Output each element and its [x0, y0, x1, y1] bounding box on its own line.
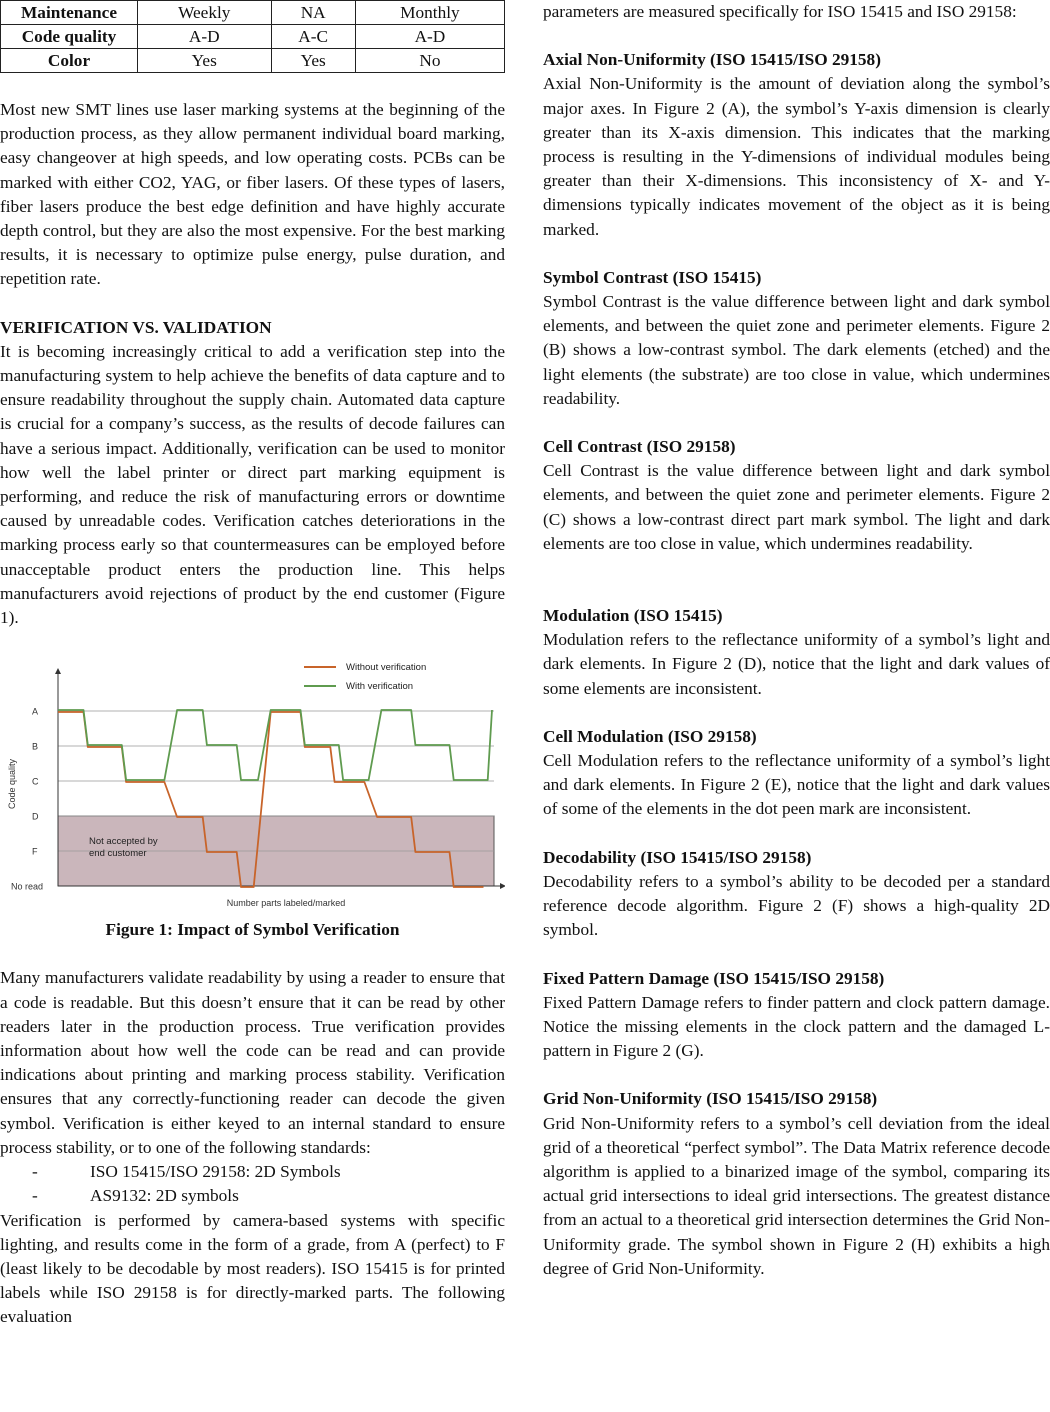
table-cell: A-D — [138, 25, 272, 49]
table-row — [1, 49, 505, 73]
paragraph-verification: It is becoming increasingly critical to add a verification step into the manufacturing system to help achieve the benefits of data capture and to ensure readability throughout the supply chain. Automated data capture is crucial for a company’s success, as the results of decode failures can have a serious impact. Additionally, verification can be used to monitor how well the label printer or direct part marking equipment is performing, and reduce the risk of manufacturing errors or downtime caused by unreadable codes. Verification catches deteriorations in the marking process early so that countermeasures can be employed before unacceptable product enters the production line. This helps manufacturers avoid rejections of product by the end customer (Figure 1). — [0, 341, 505, 628]
list-item: - ISO 15415/ISO 29158: 2D Symbols — [32, 1162, 341, 1182]
paragraph-parameters-intro: parameters are measured specifically for ISO 15415 and ISO 29158: — [543, 2, 1017, 21]
table-cell: NA — [271, 1, 355, 25]
table-cell: Yes — [138, 49, 272, 73]
parameter-heading: Fixed Pattern Damage (ISO 15415/ISO 29158) — [543, 968, 885, 988]
paragraph-validation: Many manufacturers validate readability by using a reader to ensure that a code is readable. But this doesn’t ensure that it can be read by other readers later in the production process. True verification provides information about how well the code can be read and can provide indications about printing and marking process stability. Verification ensures that any correctly-functioning reader can decode the given symbol. Verification is either keyed to an internal standard to ensure process stability, or to one of the following standards: — [0, 968, 505, 1157]
parameter-description: Axial Non-Uniformity is the amount of deviation along the symbol’s major axes. In Figure 2 (A), the symbol’s Y-axis dimension is clearly greater than its X-axis dimension. This indicates that the marking process is resulting in the Y-dimensions of individual modules being greater than their X-dimensions. This inconsistency of X- and Y-dimensions typically indicates movement of the object as it is being marked. — [543, 74, 1050, 239]
left-column — [0, 0, 505, 1330]
parameter-description: Decodability refers to a symbol’s ability to be decoded per a standard reference decode algorithm. Figure 2 (F) shows a high-quality 2D symbol. — [543, 871, 1050, 940]
annotation-label-line2: end customer — [89, 848, 147, 860]
table-row-label: Code quality — [1, 25, 138, 49]
paragraph-grading: Verification is performed by camera-based systems with specific lighting, and results come in the form of a grade, from A (perfect) to F (least likely to be decodable by most readers). ISO 15415 is for printed labels while ISO 29158 is for directly-marked parts. The following evaluation — [0, 1210, 505, 1327]
figure-caption: Figure 1: Impact of Symbol Verification — [105, 920, 400, 940]
table-cell: A-D — [355, 25, 504, 49]
table-cell: A-C — [271, 25, 355, 49]
series-line-with-verification — [58, 710, 492, 780]
table-cell: Yes — [271, 49, 355, 73]
x-axis-arrow — [500, 883, 505, 889]
parameter-description: Cell Modulation refers to the reflectance uniformity of a symbol’s light and dark elements. In Figure 2 (E), notice that the light and dark values of some of the elements in the dot peen mark are inconsistent. — [543, 751, 1050, 819]
parameter-heading: Grid Non-Uniformity (ISO 15415/ISO 29158) — [543, 1089, 878, 1109]
standards-list — [0, 1160, 505, 1208]
legend-label: With verification — [346, 681, 414, 693]
parameter-description: Grid Non-Uniformity refers to a symbol’s cell deviation from the ideal grid of a theoretical “perfect symbol”. The Data Matrix reference decode algorithm is applied to a binarized image of the symbol, comparing its actual grid intersections to ideal grid intersections. The greatest distance from an actual to a theoretical grid intersection determines the Grid Non-Uniformity grade. The symbol shown in Figure 2 (H) exhibits a high degree of Grid Non-Uniformity. — [543, 1113, 1050, 1278]
table-cell: Weekly — [138, 1, 272, 25]
table-row — [1, 1, 505, 25]
annotation-label-line1: Not accepted by — [89, 836, 158, 848]
y-tick-label: A — [32, 706, 39, 717]
x-axis-label: Number parts labeled/marked — [226, 898, 346, 909]
parameter-heading: Cell Contrast (ISO 29158) — [543, 437, 736, 457]
y-tick-label: F — [32, 846, 38, 857]
y-tick-label: D — [32, 811, 39, 822]
legend-label: Without verification — [346, 662, 427, 674]
parameter-heading: Axial Non-Uniformity (ISO 15415/ISO 29158) — [543, 50, 881, 70]
y-axis-arrow — [55, 668, 61, 674]
list-item: - AS9132: 2D symbols — [32, 1186, 239, 1206]
table-cell: Monthly — [355, 1, 504, 25]
paragraph-laser-marking: Most new SMT lines use laser marking systems at the beginning of the production process, as they allow permanent individual board marking, easy changeover at high speeds, and low operating costs. PCBs can be marked with either CO2, YAG, or fiber lasers. Of these types of lasers, fiber lasers produce the best edge definition and have highly accurate depth control, but they are also the most expensive. For the best marking results, it is necessary to optimize pulse energy, pulse duration, and repetition rate. — [0, 100, 505, 289]
section-heading: VERIFICATION VS. VALIDATION — [0, 317, 272, 337]
table-row-label: Color — [1, 49, 138, 73]
figure-1-chart — [0, 654, 505, 916]
y-tick-label: B — [32, 741, 39, 752]
table-row — [1, 25, 505, 49]
y-axis-label: Code quality — [7, 759, 17, 810]
parameter-description: Fixed Pattern Damage refers to finder pattern and clock pattern damage. Notice the missing elements in the clock pattern and the damaged L-pattern in Figure 2 (G). — [543, 992, 1050, 1061]
parameter-description: Cell Contrast is the value difference between light and dark symbol elements, and between the quiet zone and perimeter elements. Figure 2 (C) shows a low-contrast direct part mark symbol. The light and dark elements are too close in value, which undermines readability. — [543, 461, 1050, 553]
table-cell: No — [355, 49, 504, 73]
parameter-description: Modulation refers to the reflectance uniformity of a symbol’s light and dark elements. In Figure 2 (D), notice that the light and dark values of some elements are inconsistent. — [543, 630, 1050, 698]
table-row-label: Maintenance — [1, 1, 138, 25]
comparison-table — [0, 0, 505, 73]
parameter-heading: Symbol Contrast (ISO 15415) — [543, 267, 762, 287]
parameter-heading: Cell Modulation (ISO 29158) — [543, 726, 757, 746]
parameter-description: Symbol Contrast is the value difference between light and dark symbol elements, and between the quiet zone and perimeter elements. Figure 2 (B) shows a low-contrast symbol. The dark elements (etched) and the light elements (the substrate) are too close in value, which undermines readability. — [543, 292, 1050, 408]
parameter-heading: Modulation (ISO 15415) — [543, 606, 723, 626]
right-column — [543, 0, 1050, 1281]
y-tick-label: No read — [11, 881, 44, 892]
parameter-heading: Decodability (ISO 15415/ISO 29158) — [543, 847, 812, 867]
y-tick-label: C — [32, 776, 39, 787]
